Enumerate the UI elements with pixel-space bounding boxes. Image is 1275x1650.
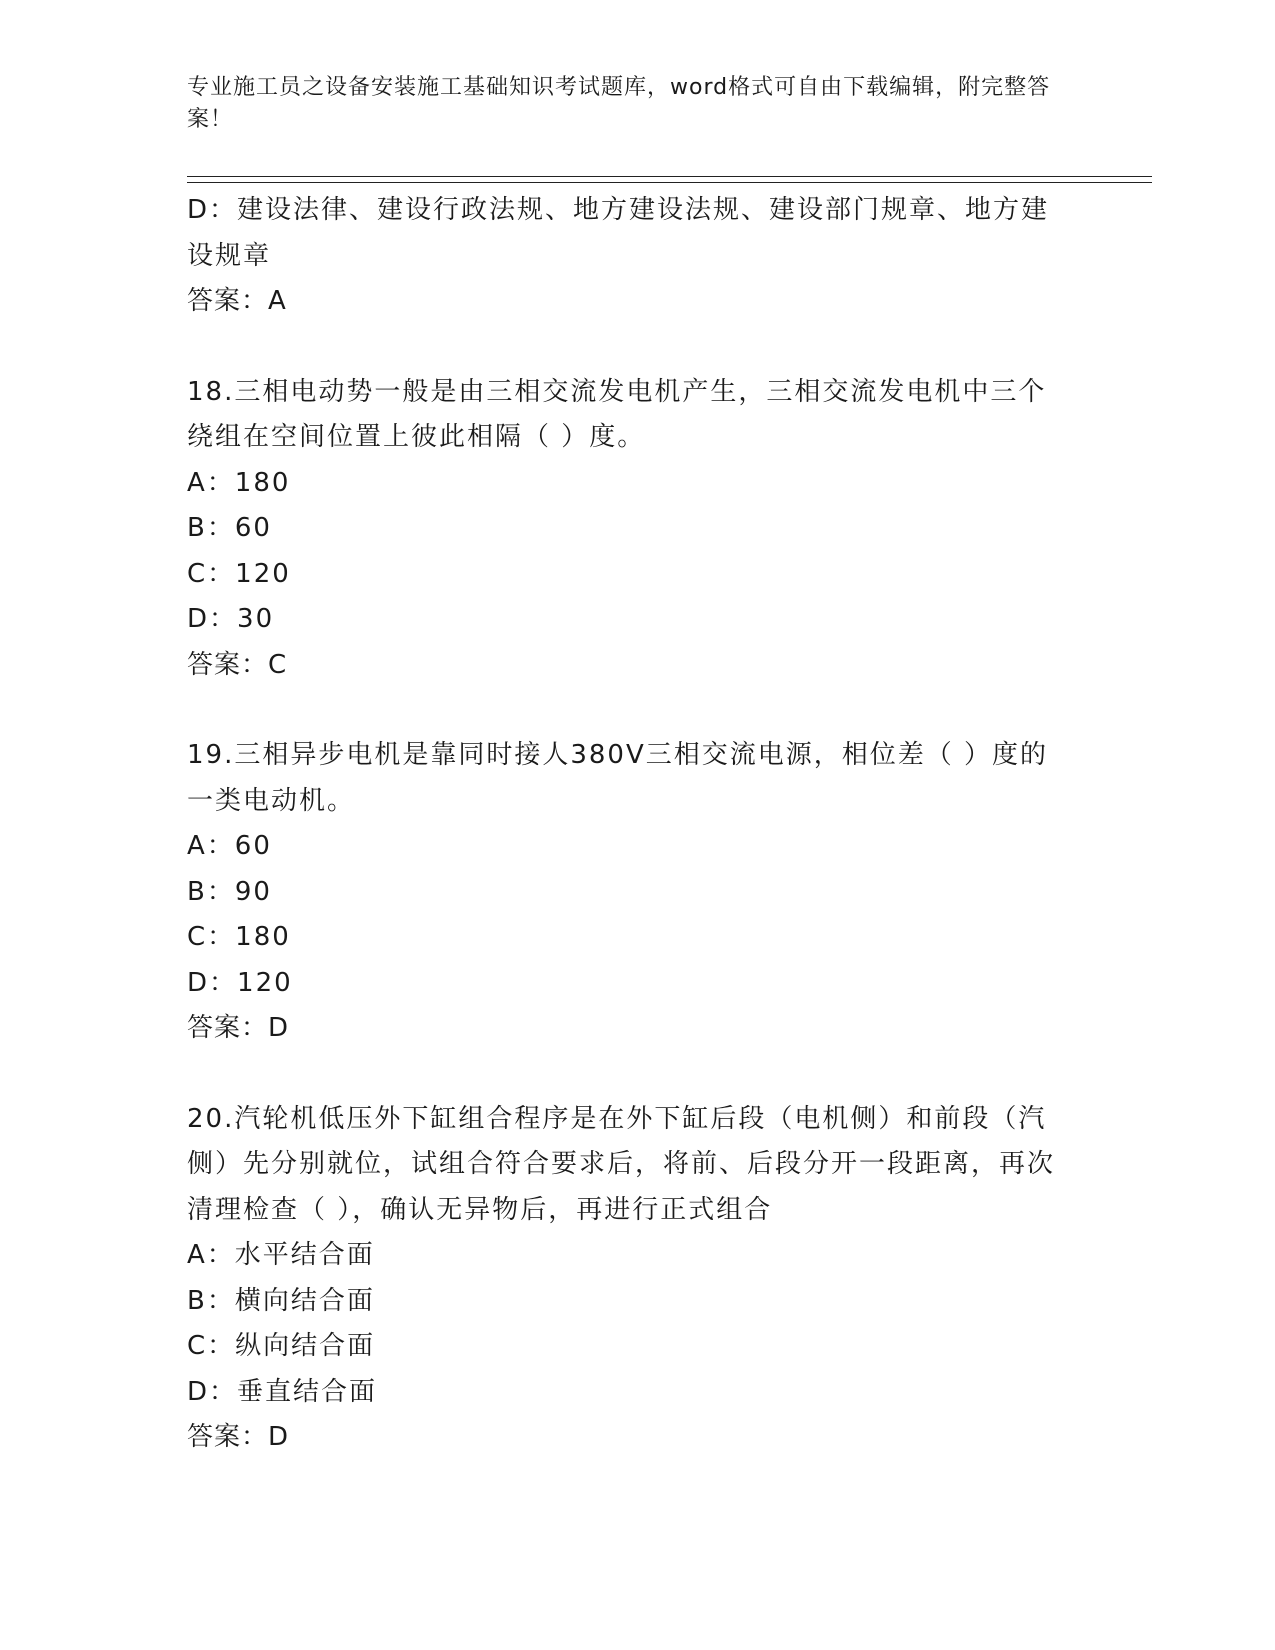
document-body <box>187 188 1067 1461</box>
option-d: D：建设法律、建设行政法规、地方建设法规、建设部门规章、地方建设规章 <box>187 195 1050 271</box>
question-block-partial <box>187 188 1067 325</box>
document-header: 专业施工员之设备安装施工基础知识考试题库，word格式可自由下载编辑，附完整答案！ <box>187 75 1051 132</box>
option-c: C：180 <box>187 922 291 952</box>
option-a: A：60 <box>187 831 272 861</box>
option-b: B：横向结合面 <box>187 1285 375 1316</box>
option-d: D：垂直结合面 <box>187 1376 378 1407</box>
option-a: A：180 <box>187 467 291 498</box>
answer: 答案：D <box>187 1013 290 1043</box>
question-block-19 <box>187 733 1067 1052</box>
option-a: A：水平结合面 <box>187 1240 375 1270</box>
answer: 答案：D <box>187 1422 290 1452</box>
header-rule-top <box>187 176 1152 177</box>
question-block-18 <box>187 370 1067 689</box>
header-rule-bottom <box>187 182 1152 183</box>
option-d: D：30 <box>187 604 275 634</box>
option-b: B：60 <box>187 513 272 543</box>
answer: 答案：C <box>187 649 288 680</box>
question-text: 19.三相异步电机是靠同时接人380V三相交流电源，相位差（ ）度的一类电动机。 <box>187 740 1049 816</box>
option-b: B：90 <box>187 876 272 907</box>
option-c: C：纵向结合面 <box>187 1331 376 1361</box>
question-block-20 <box>187 1097 1067 1461</box>
answer: 答案：A <box>187 286 287 316</box>
question-text: 20.汽轮机低压外下缸组合程序是在外下缸后段（电机侧）和前段（汽侧）先分别就位，试组合符合要求后，将前、后段分开一段距离，再次清理检查（ ），确认无异物后，再进行正式组合 <box>187 1103 1056 1225</box>
option-d: D：120 <box>187 967 293 998</box>
question-text: 18.三相电动势一般是由三相交流发电机产生，三相交流发电机中三个绕组在空间位置上彼此相隔（ ）度。 <box>187 376 1047 452</box>
option-c: C：120 <box>187 558 291 589</box>
